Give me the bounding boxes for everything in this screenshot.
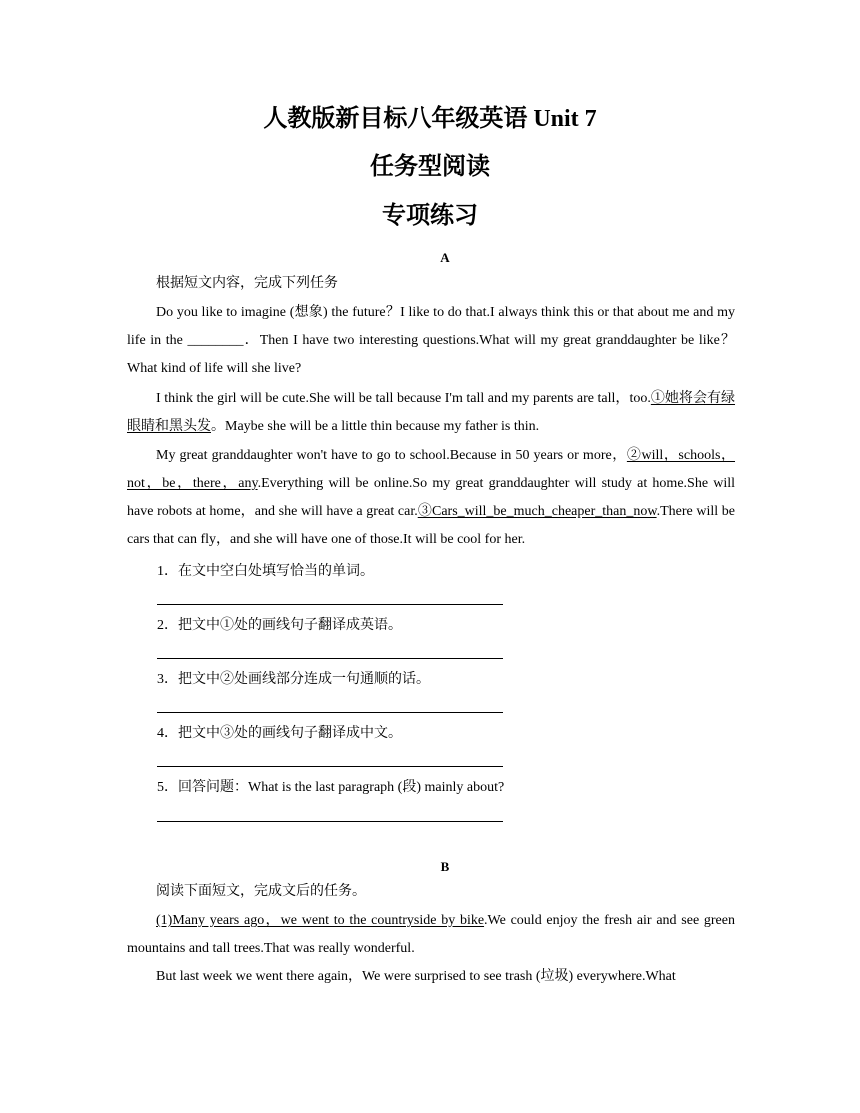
paragraph-b-1: (1)Many years ago，we went to the countryside by bike.We could enjoy the fresh air and see green mountains and tall trees.That was really wonderful. <box>127 913 735 956</box>
underlined-sentence-1: ①她将会有绿眼睛和黑头发 <box>127 391 736 434</box>
document-subtitle-2: 专项练习 <box>382 203 478 229</box>
answer-line-4[interactable] <box>157 766 503 767</box>
question-2: 2．把文中①处的画线句子翻译成英语。 <box>157 618 402 633</box>
section-a-label: A <box>440 250 450 265</box>
question-4: 4．把文中③处的画线句子翻译成中文。 <box>157 726 402 741</box>
document-title: 人教版新目标八年级英语 Unit 7 <box>263 106 597 132</box>
answer-line-5[interactable] <box>157 821 503 822</box>
section-b-instruction: 阅读下面短文，完成文后的任务。 <box>156 884 366 899</box>
answer-line-1[interactable] <box>157 604 503 605</box>
question-3: 3．把文中②处画线部分连成一句通顺的话。 <box>157 672 430 687</box>
question-1: 1．在文中空白处填写恰当的单词。 <box>157 564 374 579</box>
answer-line-2[interactable] <box>157 658 503 659</box>
paragraph-a-3: My great granddaughter won't have to go to school.Because in 50 years or more，②will，schools，not，be，there，any.Everything will be online.So my great granddaughter will study at home.She will have robots at home，and she will have a great car.③Cars_will_be_much_cheaper_than_now.There will be cars that can fly，and she will have one of those.It will be cool for her. <box>127 448 736 547</box>
answer-line-3[interactable] <box>157 712 503 713</box>
paragraph-b-2: But last week we went there again，We were surprised to see trash (垃圾) everywhere.What <box>156 969 676 984</box>
underlined-sentence-3: ③Cars_will_be_much_cheaper_than_now <box>417 504 657 519</box>
section-b-label: B <box>440 859 450 874</box>
underlined-phrase-2: ②will，schools，not，be，there，any <box>127 448 736 491</box>
paragraph-a-1: Do you like to imagine (想象) the future？I like to do that.I always think this or that about me and my life in the ________．Then I have two interesting questions.What will my great granddaughter be like？What kind of life will she live? <box>127 305 735 376</box>
underlined-sentence-b1: (1)Many years ago，we went to the countryside by bike <box>156 913 485 928</box>
section-a-instruction: 根据短文内容，完成下列任务 <box>156 276 338 291</box>
document-subtitle: 任务型阅读 <box>370 154 490 180</box>
question-5: 5．回答问题：What is the last paragraph (段) mainly about? <box>157 780 505 795</box>
paragraph-a-2: I think the girl will be cute.She will be tall because I'm tall and my parents are tall，too.①她将会有绿眼睛和黑头发。Maybe she will be a little thin because my father is thin. <box>127 391 736 434</box>
